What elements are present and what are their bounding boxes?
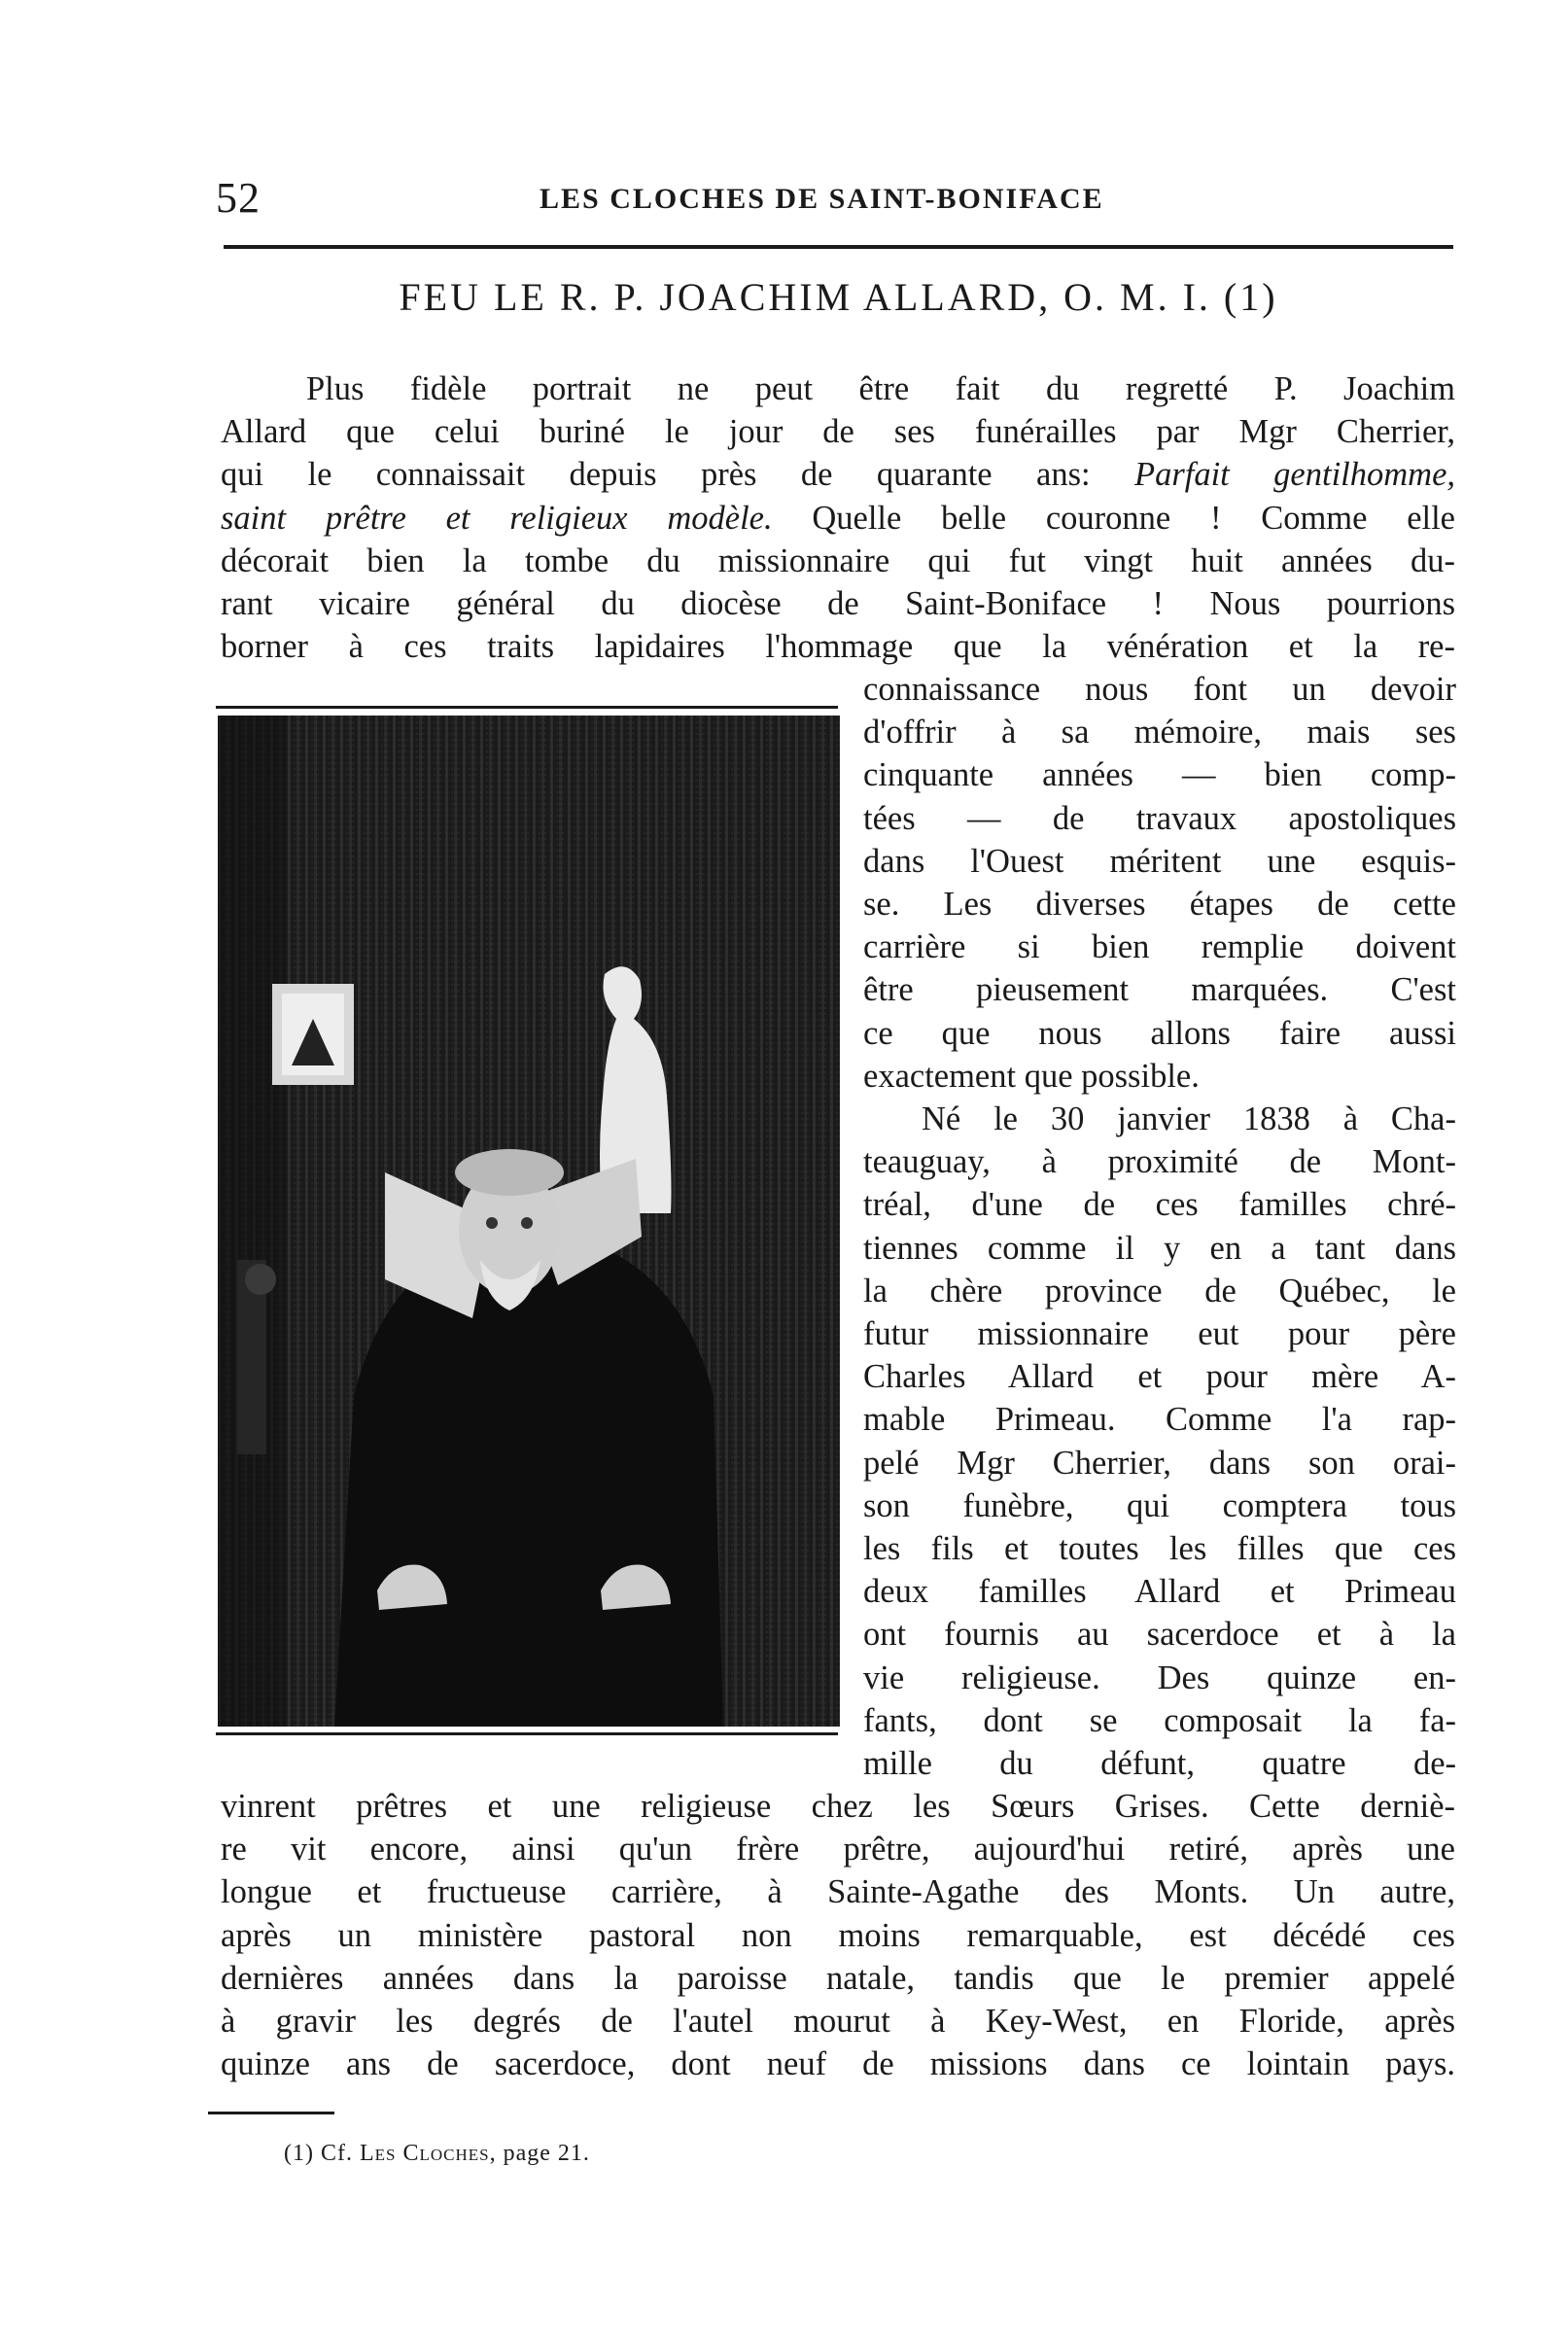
- text-line: dernières années dans la paroisse natale, tandis que le premier appelé: [221, 1959, 1455, 1997]
- text-line: longue et fructueuse carrière, à Sainte-Agathe des Monts. Un autre,: [221, 1873, 1455, 1911]
- article-title: FEU LE R. P. JOACHIM ALLARD, O. M. I. (1): [399, 275, 1278, 319]
- text-line: cinquante années — bien comp-: [863, 756, 1456, 794]
- portrait-photo: [218, 716, 840, 1727]
- italic-quote: Parfait gentilhomme,: [1134, 456, 1456, 494]
- text-line: après un ministère pastoral non moins remarquable, est décédé ces: [221, 1916, 1455, 1954]
- paragraph-beside-photo: [863, 668, 1456, 1785]
- text-line: être pieusement marquées. C'est: [863, 971, 1456, 1009]
- text-fragment: qui le connaissait depuis près de quarante ans:: [221, 456, 1091, 494]
- text-line: ce que nous allons faire aussi: [863, 1014, 1456, 1052]
- text-fragment: Quelle belle couronne ! Comme elle: [812, 499, 1455, 537]
- footnote-prefix: Cf.: [320, 2141, 353, 2166]
- text-line: connaissance nous font un devoir: [863, 671, 1456, 708]
- header-rule: [224, 245, 1453, 249]
- footnote: [284, 2141, 590, 2167]
- text-line: à gravir les degrés de l'autel mourut à Key-West, en Floride, après: [221, 2003, 1455, 2041]
- text-line: fants, dont se composait la fa-: [863, 1701, 1456, 1739]
- text-line: se. Les diverses étapes de cette: [863, 886, 1456, 924]
- text-line: décorait bien la tombe du missionnaire qui fut vingt huit années du-: [221, 541, 1455, 579]
- footnote-rule: [208, 2112, 334, 2114]
- paragraph-continuation: [221, 1785, 1455, 2085]
- text-line: Plus fidèle portrait ne peut être fait du regretté P. Joachim: [306, 370, 1455, 407]
- text-line: rant vicaire général du diocèse de Saint-Boniface ! Nous pourrions: [221, 585, 1455, 623]
- paragraph-opening: [221, 367, 1455, 668]
- text-line: deux familles Allard et Primeau: [863, 1573, 1456, 1611]
- page-number: 52: [216, 174, 261, 222]
- text-line: d'offrir à sa mémoire, mais ses: [863, 714, 1456, 751]
- text-line: teauguay, à proximité de Mont-: [863, 1143, 1456, 1181]
- text-line: les fils et toutes les filles que ces: [863, 1530, 1456, 1568]
- text-line: mable Primeau. Comme l'a rap-: [863, 1401, 1456, 1439]
- text-line: exactement que possible.: [863, 1057, 1200, 1095]
- text-line: Allard que celui buriné le jour de ses funérailles par Mgr Cherrier,: [221, 413, 1455, 451]
- photo-rule-bottom: [216, 1732, 838, 1735]
- text-line: quinze ans de sacerdoce, dont neuf de missions dans ce lointain pays.: [221, 2045, 1455, 2083]
- italic-quote: saint prêtre et religieux modèle.: [221, 499, 773, 537]
- text-line: Charles Allard et pour mère A-: [863, 1358, 1456, 1396]
- text-line: [221, 453, 1455, 496]
- text-line: mille du défunt, quatre de-: [863, 1745, 1456, 1783]
- text-line: borner à ces traits lapidaires l'hommage que la vénération et la re-: [221, 628, 1455, 666]
- footnote-source: Les Cloches,: [359, 2141, 497, 2166]
- text-line: pelé Mgr Cherrier, dans son orai-: [863, 1444, 1456, 1482]
- text-line: vie religieuse. Des quinze en-: [863, 1659, 1456, 1696]
- text-line: [221, 497, 1455, 540]
- text-line: re vit encore, ainsi qu'un frère prêtre, aujourd'hui retiré, après une: [221, 1831, 1455, 1869]
- text-line: la chère province de Québec, le: [863, 1272, 1456, 1310]
- text-line: futur missionnaire eut pour père: [863, 1315, 1456, 1353]
- text-line: son funèbre, qui comptera tous: [863, 1486, 1456, 1524]
- text-line: carrière si bien remplie doivent: [863, 928, 1456, 966]
- footnote-marker: (1): [284, 2141, 314, 2166]
- text-line: ont fournis au sacerdoce et à la: [863, 1616, 1456, 1654]
- text-line: tiennes comme il y en a tant dans: [863, 1229, 1456, 1267]
- portrait-photo-image: [218, 716, 840, 1727]
- running-title: LES CLOCHES DE SAINT-BONIFACE: [540, 183, 1104, 215]
- text-line: tées — de travaux apostoliques: [863, 799, 1456, 837]
- text-line: Né le 30 janvier 1838 à Cha-: [922, 1100, 1456, 1138]
- text-line: tréal, d'une de ces familles chré-: [863, 1186, 1456, 1224]
- text-line: dans l'Ouest méritent une esquis-: [863, 842, 1456, 880]
- text-line: vinrent prêtres et une religieuse chez les Sœurs Grises. Cette derniè-: [221, 1788, 1455, 1825]
- photo-rule-top: [216, 706, 838, 709]
- footnote-page: page 21.: [503, 2141, 590, 2166]
